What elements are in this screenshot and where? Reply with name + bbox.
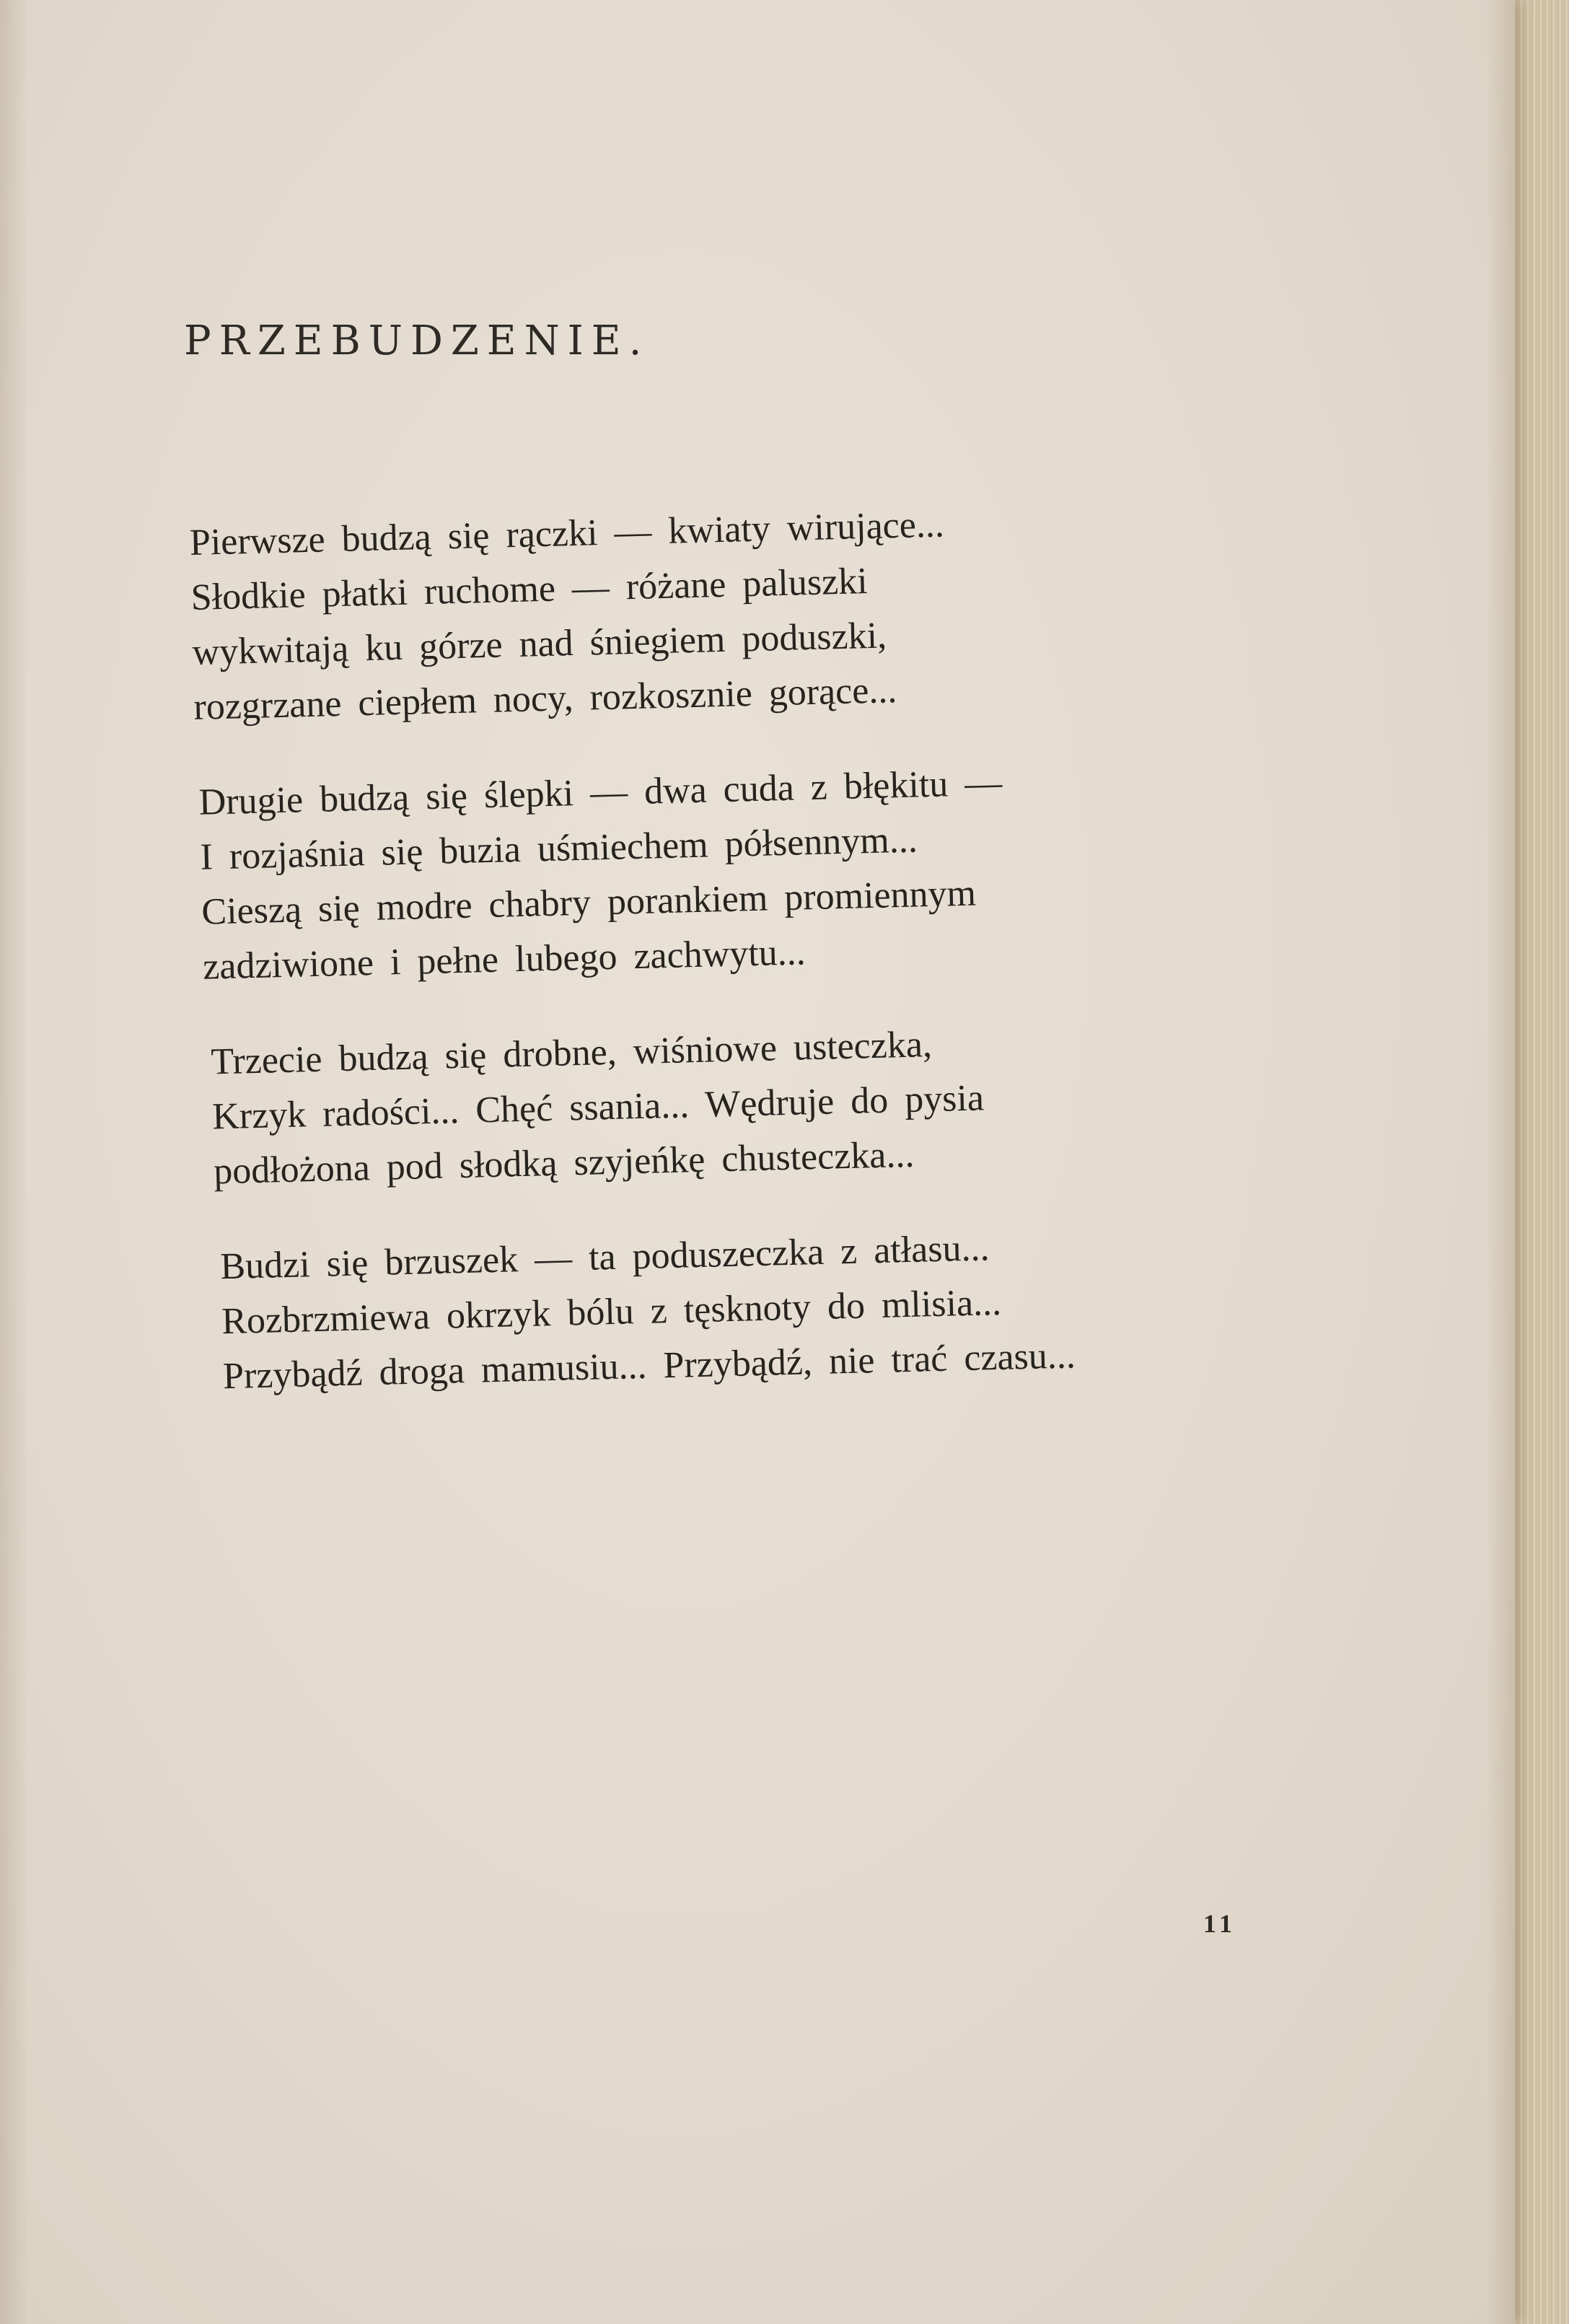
poem-line: rozgrzane ciepłem nocy, rozkosznie gorące... (193, 670, 897, 728)
poem-line: Pierwsze budzą się rączki — kwiaty wirujące... (189, 504, 945, 564)
poem-line: wykwitają ku górze nad śniegiem poduszki, (191, 615, 887, 673)
page-edge-shadow (1486, 0, 1515, 2324)
poem-line: Słodkie płatki ruchome — różane paluszki (190, 561, 869, 618)
stanza-2 (198, 749, 1283, 994)
stanza-3 (211, 1009, 1288, 1199)
poem-line: zadziwione i pełne lubego zachwytu... (202, 931, 807, 988)
poem-title: PRZEBUDZENIE. (184, 317, 650, 364)
poem-line: Krzyk radości... Chęć ssania... Wędruje do pysia (211, 1077, 985, 1138)
poem-line: Trzecie budzą się drobne, wiśniowe usteczka, (210, 1024, 933, 1083)
page-spine-shadow (0, 0, 29, 2324)
poem-body (189, 489, 1293, 1444)
poem-line: Cieszą się modre chabry porankiem promiennym (201, 872, 977, 933)
poem-line: Budzi się brzuszek — ta poduszeczka z atłasu... (219, 1227, 990, 1288)
poem-line: podłożona pod słodką szyjeńkę chusteczka... (213, 1134, 915, 1193)
stanza-4 (220, 1214, 1293, 1404)
poem-line: Rozbrzmiewa okrzyk bólu z tęsknoty do mlisia... (221, 1281, 1002, 1343)
poem-line: Przybądź droga mamusiu... Przybądź, nie trać czasu... (222, 1335, 1076, 1398)
stanza-1 (189, 489, 1276, 735)
poem-line: Drugie budzą się ślepki — dwa cuda z błękitu — (198, 762, 1003, 823)
poem-line: I rozjaśnia się buzia uśmiechem półsennym... (199, 819, 918, 878)
page-number: 11 (1203, 1909, 1237, 1938)
